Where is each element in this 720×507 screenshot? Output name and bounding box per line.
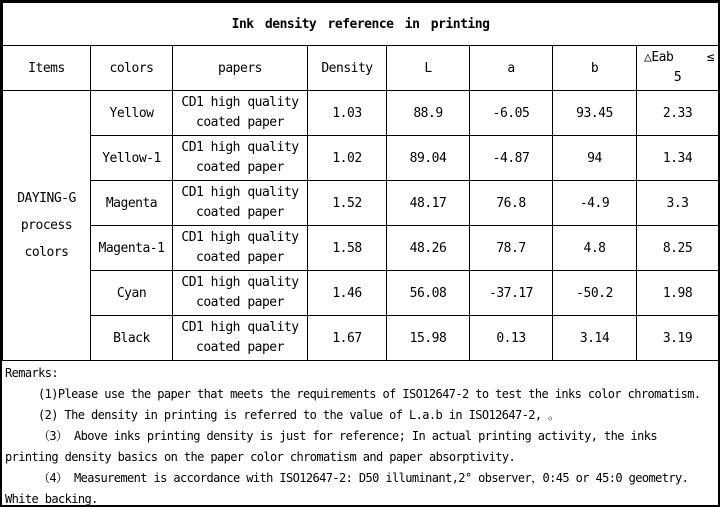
table-row-yellow	[3, 91, 719, 136]
items-group-line1: DAYING-G	[17, 191, 76, 206]
remark-2: (2) The density in printing is referred to the value of L.a.b in ISO12647-2, 。	[38, 408, 560, 422]
a-value: 78.7	[470, 226, 553, 271]
less-equal-symbol: ≤	[706, 49, 715, 65]
title-row	[3, 3, 719, 46]
eab-value: 1.98	[637, 271, 719, 316]
paper-name: CD1 high quality coated paper	[173, 316, 308, 361]
items-group-line3: colors	[24, 245, 69, 260]
color-name: Magenta-1	[91, 226, 173, 271]
density-value: 1.52	[308, 181, 387, 226]
b-value: 3.14	[553, 316, 637, 361]
L-value: 48.17	[387, 181, 470, 226]
a-value: -37.17	[470, 271, 553, 316]
page-title: Ink density reference in printing	[3, 3, 719, 46]
ink-density-table	[2, 2, 719, 361]
density-value: 1.67	[308, 316, 387, 361]
column-header-items: Items	[3, 46, 91, 91]
column-header-papers: papers	[173, 46, 308, 91]
eab-limit-value: 5	[673, 69, 682, 85]
table-row-magenta	[3, 181, 719, 226]
eab-value: 2.33	[637, 91, 719, 136]
a-value: 0.13	[470, 316, 553, 361]
eab-value: 8.25	[637, 226, 719, 271]
column-header-density: Density	[308, 46, 387, 91]
table-row-cyan	[3, 271, 719, 316]
b-value: 93.45	[553, 91, 637, 136]
column-header-b: b	[553, 46, 637, 91]
a-value: -4.87	[470, 136, 553, 181]
eab-value: 1.34	[637, 136, 719, 181]
b-value: 94	[553, 136, 637, 181]
table-row-magenta-1	[3, 226, 719, 271]
color-name: Magenta	[91, 181, 173, 226]
remark-4: （4） Measurement is accordance with ISO12647-2: D50 illuminant,2° observer，0:45 or 45:0 geometry. White backing.	[5, 471, 689, 506]
eab-label: △Eab	[644, 49, 674, 65]
color-name: Cyan	[91, 271, 173, 316]
eab-value: 3.3	[637, 181, 719, 226]
b-value: 4.8	[553, 226, 637, 271]
L-value: 15.98	[387, 316, 470, 361]
column-header-eab	[637, 46, 719, 91]
table-row-yellow-1	[3, 136, 719, 181]
remark-1: (1)Please use the paper that meets the requirements of ISO12647-2 to test the inks color chromatism.	[38, 387, 701, 401]
b-value: -50.2	[553, 271, 637, 316]
items-group-cell	[3, 91, 91, 361]
color-name: Black	[91, 316, 173, 361]
items-group-line2: process	[20, 218, 73, 233]
paper-name: CD1 high quality coated paper	[173, 91, 308, 136]
density-value: 1.46	[308, 271, 387, 316]
L-value: 88.9	[387, 91, 470, 136]
table-row-black	[3, 316, 719, 361]
b-value: -4.9	[553, 181, 637, 226]
density-value: 1.03	[308, 91, 387, 136]
density-value: 1.02	[308, 136, 387, 181]
L-value: 56.08	[387, 271, 470, 316]
remark-3: （3） Above inks printing density is just for reference; In actual printing activity, the inks printing density basics on the paper color chromatism and paper absorptivity.	[5, 429, 658, 464]
column-header-colors: colors	[91, 46, 173, 91]
paper-name: CD1 high quality coated paper	[173, 136, 308, 181]
color-name: Yellow-1	[91, 136, 173, 181]
L-value: 48.26	[387, 226, 470, 271]
a-value: 76.8	[470, 181, 553, 226]
table-header-row	[3, 46, 719, 91]
column-header-L: L	[387, 46, 470, 91]
a-value: -6.05	[470, 91, 553, 136]
paper-name: CD1 high quality coated paper	[173, 271, 308, 316]
density-value: 1.58	[308, 226, 387, 271]
color-name: Yellow	[91, 91, 173, 136]
paper-name: CD1 high quality coated paper	[173, 226, 308, 271]
eab-value: 3.19	[637, 316, 719, 361]
remarks-section	[2, 361, 718, 506]
remarks-label: Remarks:	[5, 366, 58, 380]
paper-name: CD1 high quality coated paper	[173, 181, 308, 226]
L-value: 89.04	[387, 136, 470, 181]
column-header-a: a	[470, 46, 553, 91]
